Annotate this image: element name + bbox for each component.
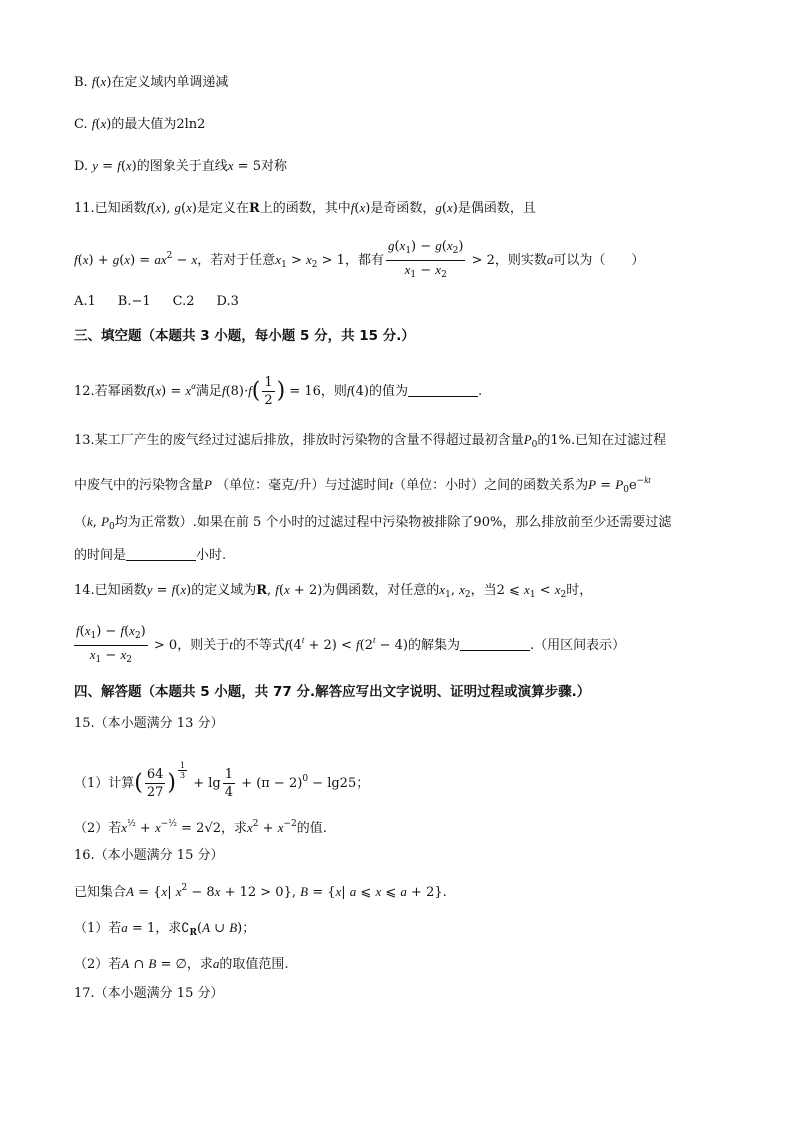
q15-part-2-text-b: ，求 — [221, 821, 248, 836]
q14-text-2a: ，则关于 — [177, 638, 230, 653]
q14-line-1: 14.已知函数y = f(x)的定义域为R, f(x + 2)为偶函数，对任意的$x_1$, $x_2$，当2 ⩽ $x_1 < x_2$时， — [74, 582, 593, 600]
q13-text-3a: （ — [74, 515, 88, 530]
q15-part-1: （1）计算( $\frac{64}{27}$ ) $^{\frac{1}{3}}$ + lg $\frac{1}{4}$ + $(\pi - 2)^0 - \lg 25$； — [74, 761, 370, 800]
q10-option-b-text: 在定义域内单调递减 — [111, 75, 229, 90]
q11-fraction: $\frac{g(x_1) - g(x_2)}{x_1 - x_2}$ — [387, 238, 464, 280]
q11-option-a: A.1 — [74, 294, 96, 309]
q12-number: 12.若幂函数 — [74, 384, 147, 399]
q13-text-3b: 均为正常数）.如果在前 5 个小时的过滤过程中污染物被排除了 — [114, 515, 474, 530]
q11-text-3: 是奇函数， — [370, 201, 436, 216]
q10-option-d-text-b: 对称 — [260, 159, 287, 174]
q13-line-1: 13.某工厂产生的废气经过过滤后排放，排放时污染物的含量不得超过最初含量$P_0$的1%.已知在过滤过程 — [74, 432, 667, 450]
q13-text-2a: 中废气中的污染物含量 — [74, 478, 205, 493]
q12-text-3: 的值为 — [368, 384, 408, 399]
q11-text-8: 可以为（ ） — [553, 253, 645, 268]
q13-line-2: 中废气中的污染物含量P （单位：毫克/升）与过滤时间t（单位：小时）之间的函数关系为$P = P_0e^{-kt}$ — [74, 475, 651, 495]
q13-text-1b: 的 — [537, 433, 551, 448]
q14-text-2b: 的不等式 — [232, 638, 285, 653]
q16-text-1: 已知集合 — [74, 885, 127, 900]
q14-line-2: $\frac{f(x_1) - f(x_2)}{x_1 - x_2}$ > 0，则关于t的不等式$f(4^t + 2) < f(2^t - 4)$的解集为 .（用区间表示） — [74, 618, 625, 669]
q14-text-1e: 时， — [566, 583, 593, 598]
q14-text-2d: .（用区间表示） — [530, 638, 626, 653]
q12-text-1: 满足 — [195, 384, 222, 399]
q14-fraction: $\frac{f(x_1) - f(x_2)}{x_1 - x_2}$ — [76, 623, 146, 665]
q15-part-2-label: （2）若 — [74, 821, 122, 836]
q15-part-1-label: （1）计算 — [74, 776, 135, 791]
q16-part-1: （1）若a = 1，求$∁_R(A$ ∪ B)； — [74, 920, 256, 938]
q13-text-3d: ，那么排放前至少还需要过滤 — [502, 515, 672, 530]
q11-text-1: 是定义在 — [196, 201, 249, 216]
q16-header: 16.（本小题满分 15 分） — [74, 848, 224, 863]
q16-part-2-label: （2）若 — [74, 957, 122, 972]
q14-answer-blank[interactable] — [460, 636, 530, 651]
q17-header: 17.（本小题满分 15 分） — [74, 986, 224, 1001]
q11-text-2: 上的函数，其中 — [259, 201, 351, 216]
q13-text-2b: （单位：毫克/升）与过滤时间 — [216, 478, 390, 493]
q14-text-1c: 为偶函数，对任意的 — [322, 583, 440, 598]
q13-text-2c: （单位：小时）之间的函数关系为 — [393, 478, 589, 493]
q10-option-c-text: 的最大值为 — [111, 117, 177, 132]
q14-text-2c: 的解集为 — [407, 638, 460, 653]
q12-text-2: ，则 — [320, 384, 347, 399]
q15-part-2: （2）若$x^{\frac{1}{2}} + x^{-\frac{1}{2}} = 2√2$，求$x^2 + x^{-2}$的值. — [74, 819, 327, 836]
section-4-heading: 四、解答题（本题共 5 小题，共 77 分.解答应写出文字说明、证明过程或演算步骤.） — [74, 684, 591, 700]
q11-text-5: ，若对于任意 — [197, 253, 276, 268]
q10-option-c-value: 2ln2 — [176, 117, 206, 132]
q16-part-2-text-c: 的取值范围. — [219, 957, 289, 972]
q11-option-b: B.−1 — [117, 294, 151, 309]
q14-text-1b: 的定义域为 — [191, 583, 257, 598]
q11-line-1: 11.已知函数f(x), g(x)是定义在R上的函数，其中f(x)是奇函数，g(x)是偶函数，且 — [74, 200, 536, 216]
q13-line-4 — [74, 546, 226, 566]
q13-text-1d: .已知在过滤过程 — [571, 433, 667, 448]
q11-option-d: D.3 — [216, 294, 239, 309]
q14-text-1d: ，当 — [470, 583, 497, 598]
q13-text-3c: 90% — [473, 515, 503, 530]
q12-line: 12.若幂函数$f(x) = x^\alpha$满足f(8)·f( $\frac{1}{2}$ ) = 16，则f(4)的值为 . — [74, 375, 483, 408]
q11-line-2: $f(x) + g(x) = ax^2 - x$，若对于任意$x_1 > x_2 > 1$，都有 $\frac{g(x_1) - g(x_2)}{x_1 - x_2}$ > 2，则实数a可以为（ ） — [74, 236, 644, 285]
q10-option-d: D. y = f(x)的图象关于直线x = 5对称 — [74, 158, 287, 174]
q15-header: 15.（本小题满分 13 分） — [74, 716, 224, 731]
q10-option-c: C. f(x)的最大值为2ln2 — [74, 116, 206, 132]
q10-option-b: B. f(x)在定义域内单调递减 — [74, 74, 229, 90]
q16-part-1-label: （1）若 — [74, 921, 122, 936]
q11-number: 11.已知函数 — [74, 201, 147, 216]
section-3-heading: 三、填空题（本题共 3 小题，每小题 5 分，共 15 分.） — [74, 328, 415, 344]
q11-text-6: ，都有 — [344, 253, 384, 268]
q16-part-2: （2）若A ∩ B = ∅，求a的取值范围. — [74, 956, 289, 972]
q11-text-7: ，则实数 — [494, 253, 547, 268]
q12-answer-blank[interactable] — [408, 382, 478, 397]
q16-line-1: 已知集合A = {x| $x^2 - 8x + 12 > 0$}, B = {x| a ⩽ x ⩽ a + 2}. — [74, 883, 447, 900]
q13-text-4a: 的时间是 — [74, 548, 127, 563]
q13-text-4b: 小时. — [196, 548, 227, 563]
q11-options — [74, 292, 261, 312]
q13-answer-blank[interactable] — [126, 546, 196, 561]
q14-text-1a: 14.已知函数 — [74, 583, 147, 598]
q13-text-1c: 1% — [550, 433, 572, 448]
q13-line-3: （k, $P_0$均为正常数）.如果在前 5 个小时的过滤过程中污染物被排除了90%，那么排放前至少还需要过滤 — [74, 514, 672, 532]
q10-option-d-text-a: 的图象关于直线 — [136, 159, 228, 174]
q11-text-4: 是偶函数，且 — [457, 201, 536, 216]
q16-part-1-text: ，求 — [155, 921, 182, 936]
q16-part-2-text-b: ，求 — [186, 957, 213, 972]
q13-text-1a: 13.某工厂产生的废气经过过滤后排放，排放时污染物的含量不得超过最初含量 — [74, 433, 524, 448]
q11-option-c: C.2 — [172, 294, 195, 309]
q15-part-2-text-c: 的值. — [296, 821, 327, 836]
